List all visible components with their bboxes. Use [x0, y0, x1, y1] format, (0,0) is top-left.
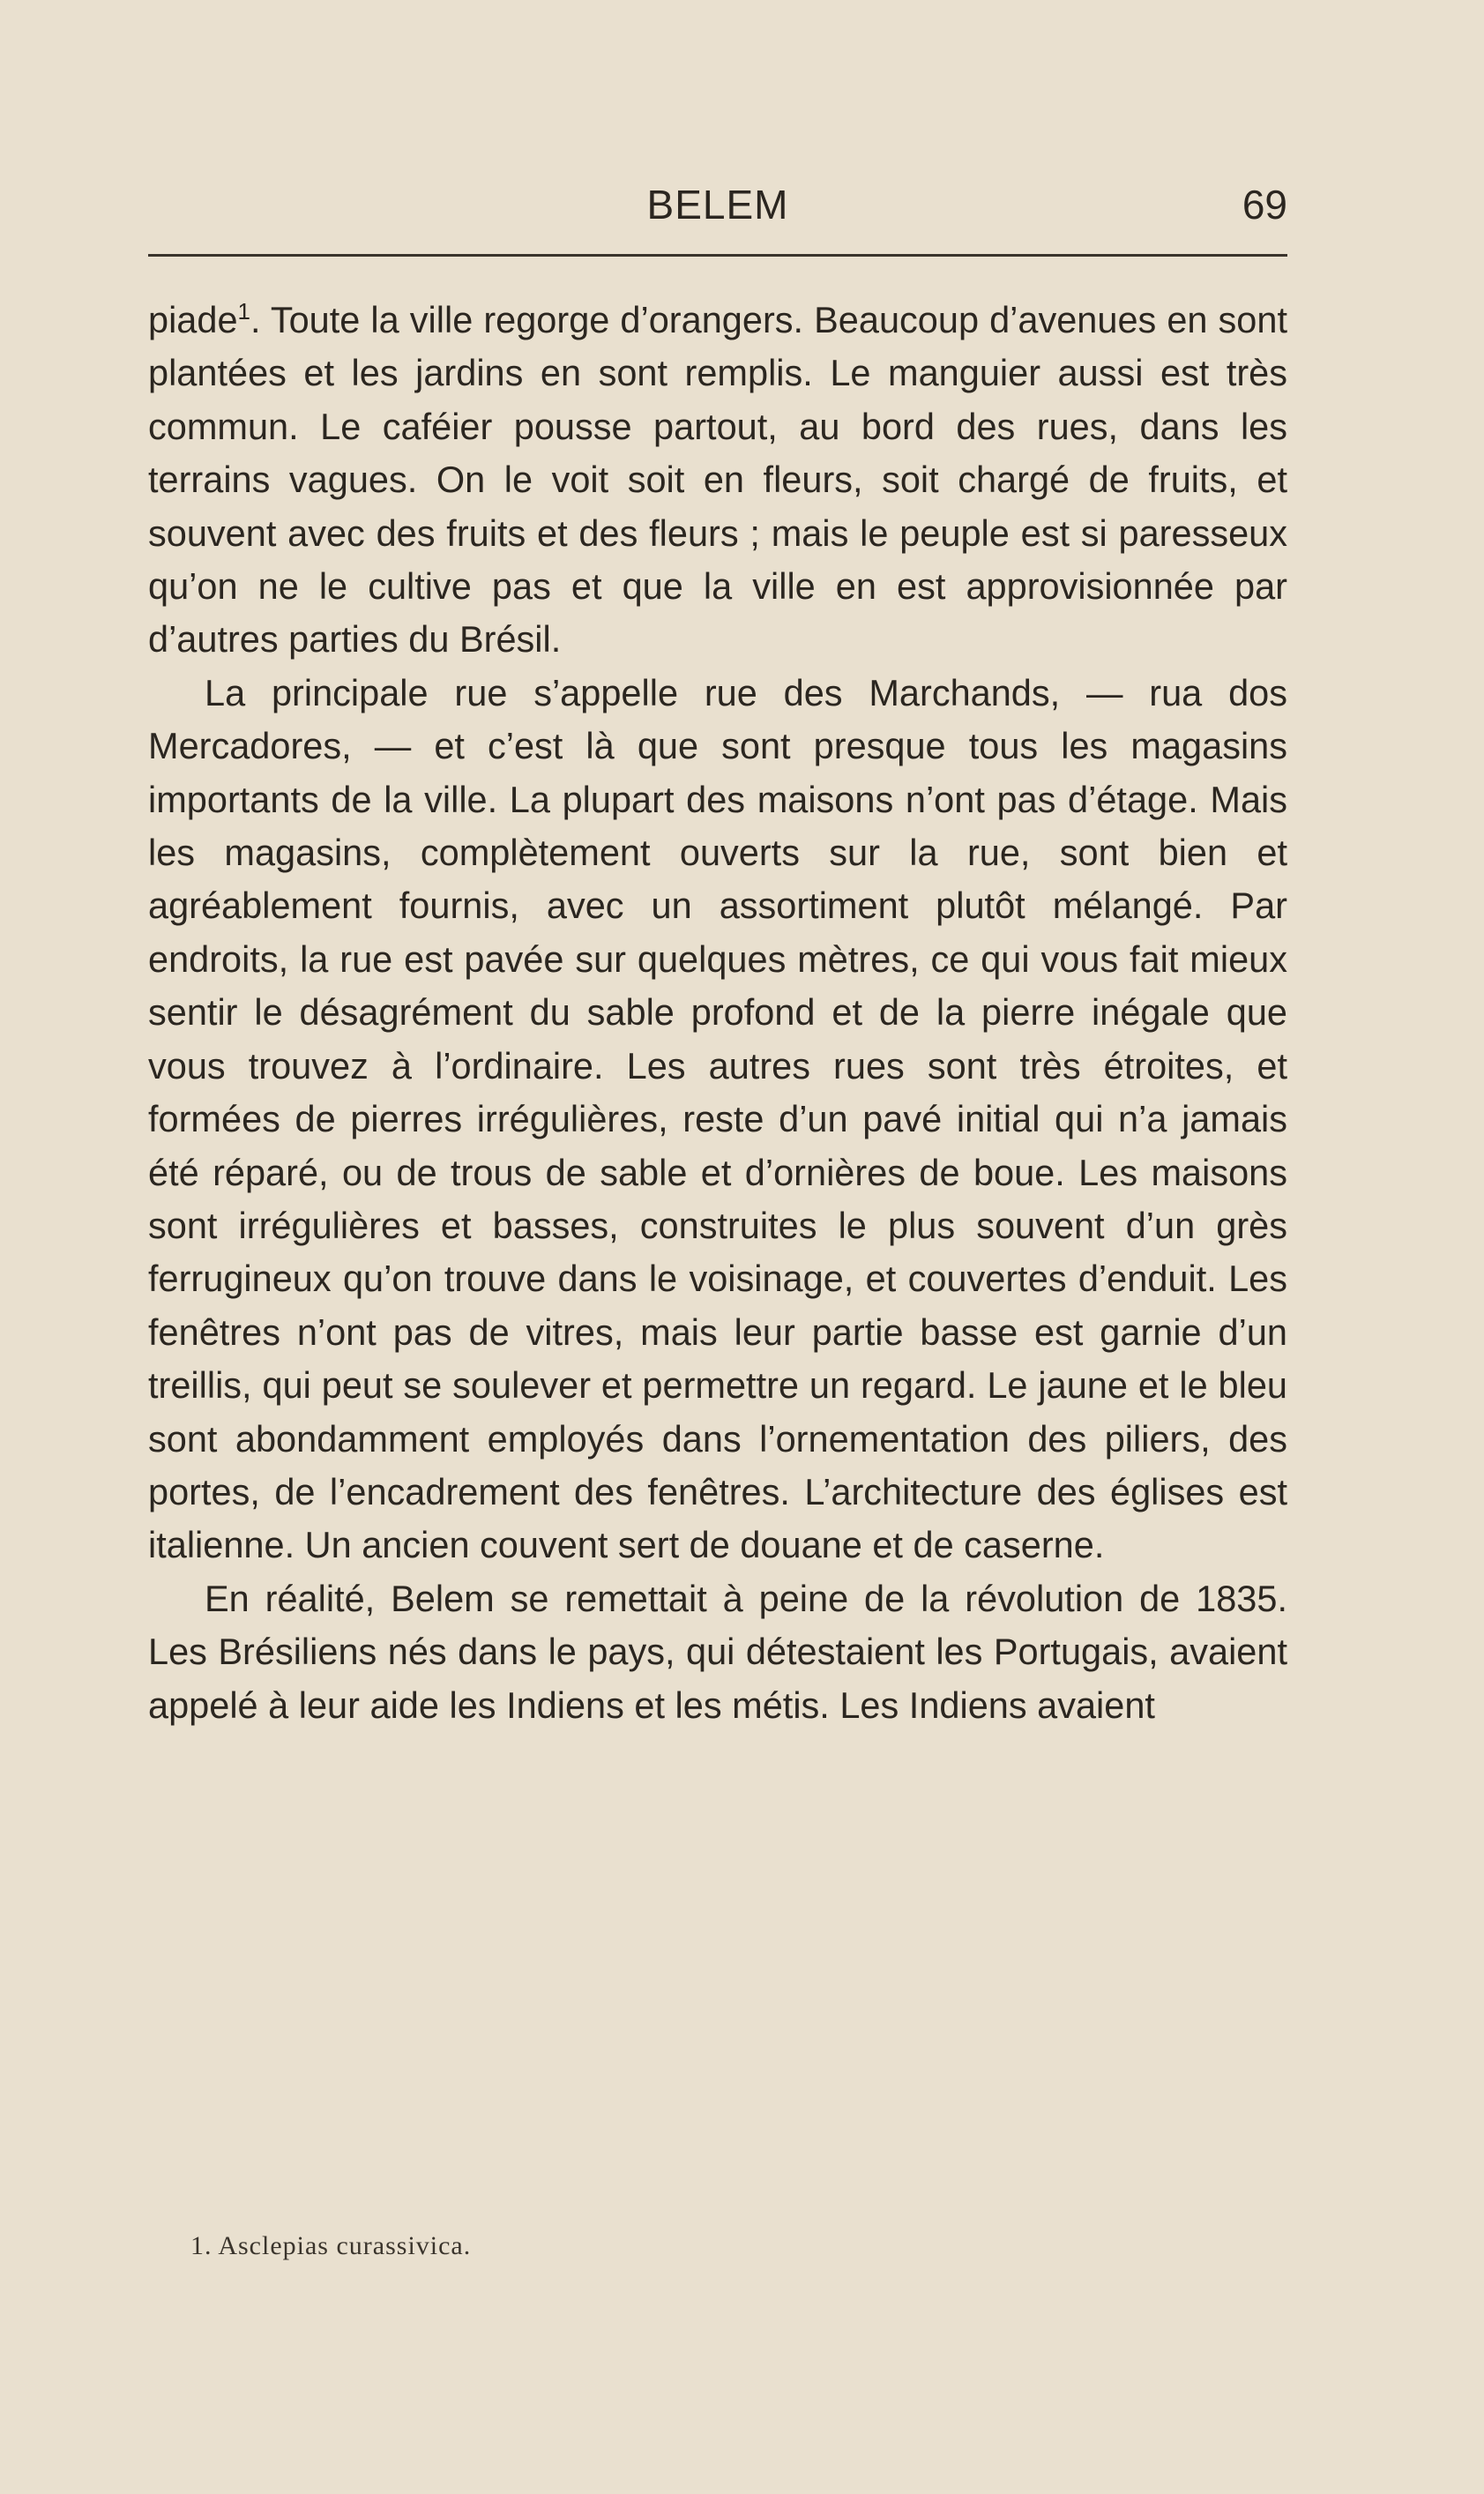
- footnote: 1. Asclepias curassivica.: [190, 2231, 472, 2260]
- paragraph-1-rest: . Toute la ville regorge d’orangers. Beaucoup d’avenues en sont plantées et les jardins en sont remplis. Le manguier aussi est très commun. Le caféier pousse partout, au bord des rues, dans les terrains vagues. On le voit soit en fleurs, soit chargé de fruits, et souvent avec des fruits et des fleurs ; mais le peuple est si paresseux qu’on ne le cultive pas et que la ville en est approvisionnée par d’autres parties du Brésil.: [148, 299, 1287, 661]
- paragraph-1-start: piade: [148, 299, 238, 340]
- body-text: [148, 294, 1287, 1732]
- running-header: [148, 181, 1287, 243]
- footnote-reference: 1: [237, 298, 251, 325]
- page-number: 69: [1242, 182, 1287, 228]
- paragraph-2: La principale rue s’appelle rue des Marchands, — rua dos Mercadores, — et c’est là que sont presque tous les magasins importants de la ville. La plupart des maisons n’ont pas d’étage. Mais les magasins, complètement ouverts sur la rue, sont bien et agréablement fournis, avec un assortiment plutôt mélangé. Par endroits, la rue est pavée sur quelques mètres, ce qui vous fait mieux sentir le désagrément du sable profond et de la pierre inégale que vous trouvez à l’ordinaire. Les autres rues sont très étroites, et formées de pierres irrégulières, reste d’un pavé initial qui n’a jamais été réparé, ou de trous de sable et d’ornières de boue. Les maisons sont irrégulières et basses, construites le plus souvent d’un grès ferrugineux qu’on trouve dans le voisinage, et couvertes d’enduit. Les fenêtres n’ont pas de vitres, mais leur partie basse est garnie d’un treillis, qui peut se soulever et permettre un regard. Le jaune et le bleu sont abondamment employés dans l’ornementation des piliers, des portes, de l’encadrement des fenêtres. L’architecture des églises est italienne. Un ancien couvent sert de douane et de caserne.: [148, 671, 1287, 1566]
- book-page: [148, 0, 1287, 2494]
- header-rule: [148, 254, 1287, 257]
- paragraph-3: En réalité, Belem se remettait à peine de la révolution de 1835. Les Brésiliens nés dans le pays, qui détestaient les Portugais, avaient appelé à leur aide les Indiens et les métis. Les Indiens avaient: [148, 1577, 1287, 1726]
- running-title: BELEM: [646, 182, 789, 228]
- paragraph-1: [148, 294, 1287, 667]
